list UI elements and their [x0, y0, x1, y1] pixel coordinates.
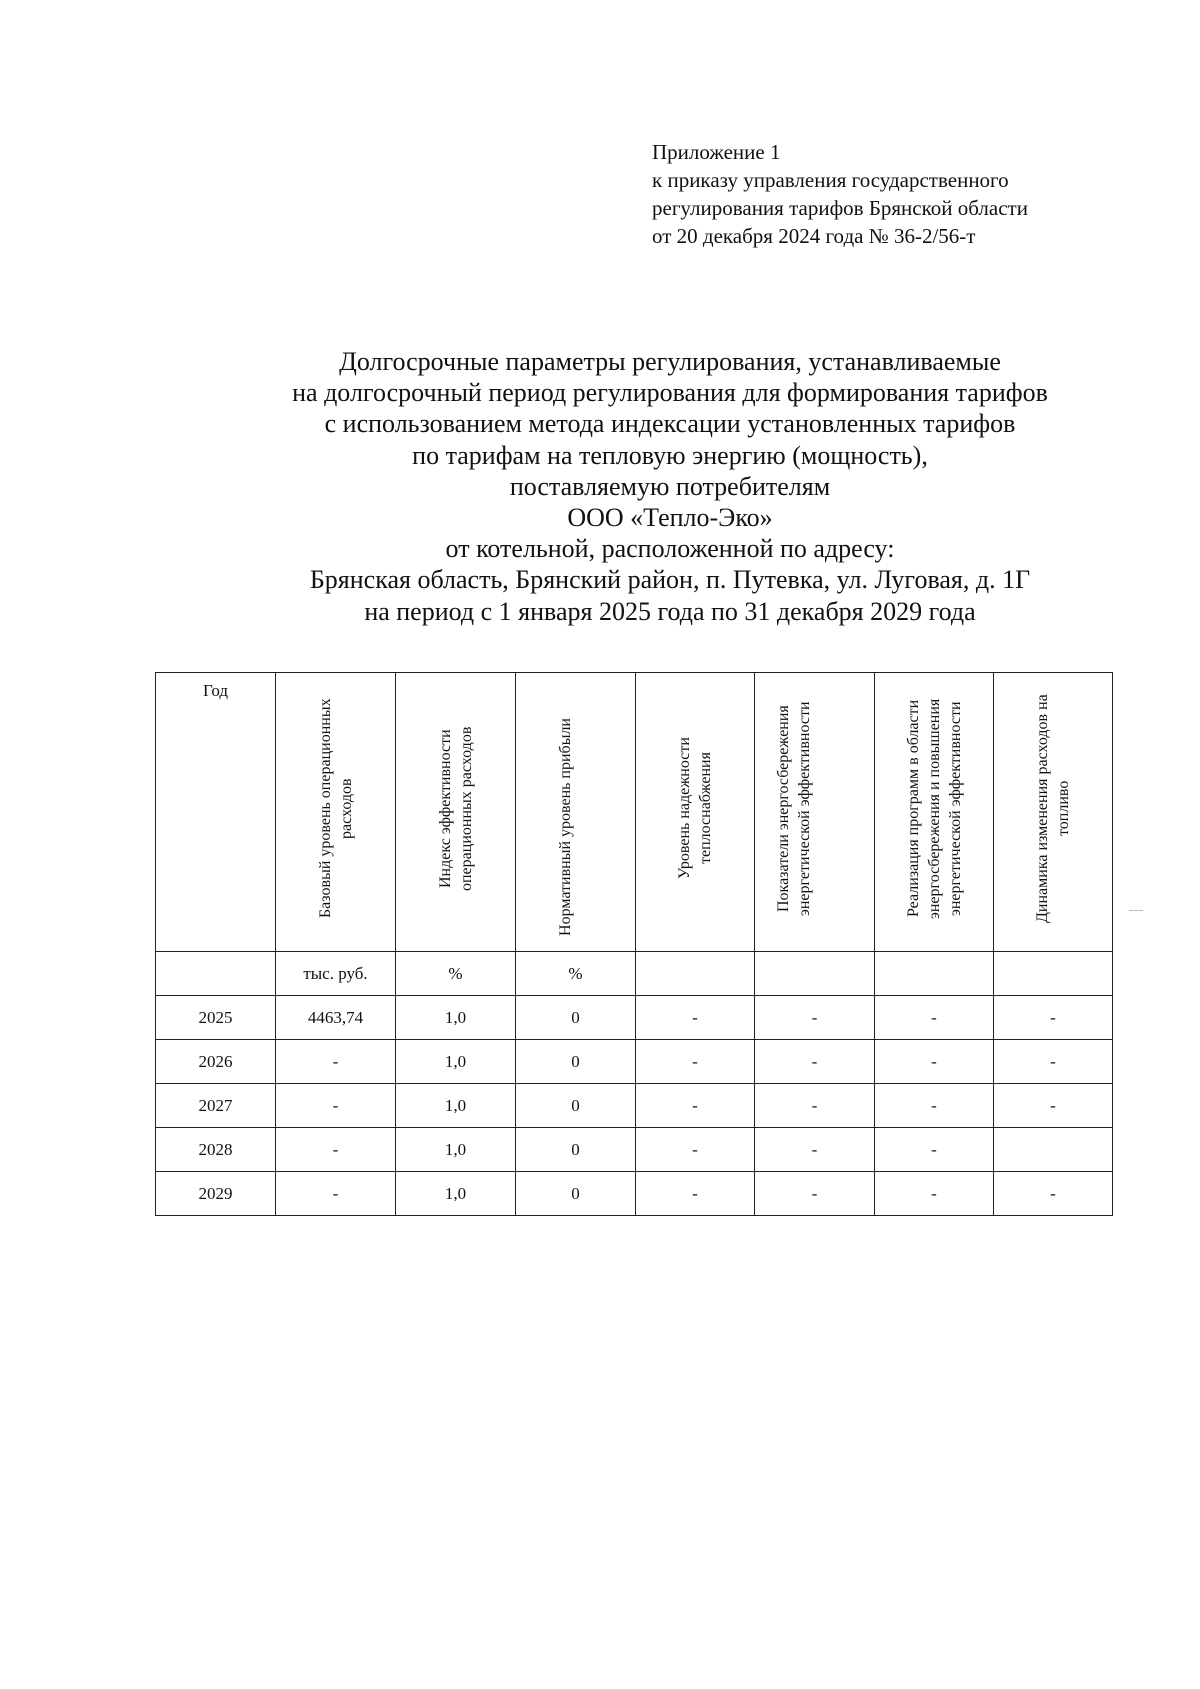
cell-fuel-dynamics: - [994, 1084, 1113, 1128]
unit-cell [156, 952, 276, 996]
cell-programs: - [875, 1128, 994, 1172]
table-row [156, 1040, 1113, 1084]
cell-base-opex: 4463,74 [276, 996, 396, 1040]
cell-efficiency-index: 1,0 [396, 1040, 516, 1084]
title-line: Брянская область, Брянский район, п. Путевка, ул. Луговая, д. 1Г [309, 565, 1031, 595]
cell-programs: - [875, 996, 994, 1040]
cell-year: 2027 [156, 1084, 276, 1128]
cell-fuel-dynamics: - [994, 1040, 1113, 1084]
appendix-line: от 20 декабря 2024 года № 36-2/56-т [652, 224, 976, 248]
header-programs [875, 673, 994, 952]
cell-efficiency-index: 1,0 [396, 1128, 516, 1172]
cell-base-opex: - [276, 1128, 396, 1172]
title-line: по тарифам на тепловую энергию (мощность), [412, 440, 928, 470]
cell-base-opex: - [276, 1172, 396, 1216]
units-row [156, 952, 1113, 996]
table-row [156, 1128, 1113, 1172]
header-label: Нормативный уровень прибыли [556, 718, 574, 936]
table-row [156, 996, 1113, 1040]
cell-base-opex: - [276, 1040, 396, 1084]
header-base-opex [276, 673, 396, 952]
title-line: на период с 1 января 2025 года по 31 декабря 2029 года [364, 596, 976, 626]
header-year: Год [156, 673, 276, 952]
cell-year: 2029 [156, 1172, 276, 1216]
cell-reliability: - [636, 996, 755, 1040]
cell-base-opex: - [276, 1084, 396, 1128]
header-label: Уровень надежности теплоснабжения [676, 737, 714, 880]
table-row [156, 1084, 1113, 1128]
unit-cell: % [516, 952, 636, 996]
unit-cell [994, 952, 1113, 996]
cell-year: 2028 [156, 1128, 276, 1172]
title-line: от котельной, расположенной по адресу: [445, 534, 895, 564]
cell-fuel-dynamics: - [994, 996, 1113, 1040]
scan-artifact-mark [1129, 910, 1143, 911]
appendix-line: Приложение 1 [652, 140, 781, 164]
header-label: Динамика изменения расходов на топливо [1034, 694, 1072, 923]
cell-reliability: - [636, 1128, 755, 1172]
cell-efficiency-index: 1,0 [396, 1084, 516, 1128]
header-row [156, 673, 1113, 952]
cell-energy-saving: - [755, 1172, 875, 1216]
appendix-line: регулирования тарифов Брянской области [652, 196, 1028, 220]
header-label: Реализация программ в области энергосбережения и повышения энергетической эффективности [904, 698, 964, 919]
cell-profit-level: 0 [516, 1040, 636, 1084]
cell-reliability: - [636, 1040, 755, 1084]
parameters-table [155, 672, 1113, 1216]
cell-fuel-dynamics [994, 1128, 1113, 1172]
header-reliability [636, 673, 755, 952]
table-row [156, 1172, 1113, 1216]
cell-fuel-dynamics: - [994, 1172, 1113, 1216]
unit-cell: тыс. руб. [276, 952, 396, 996]
cell-year: 2025 [156, 996, 276, 1040]
cell-reliability: - [636, 1172, 755, 1216]
header-profit-level [516, 673, 636, 952]
title-line: поставляемую потребителям [509, 471, 831, 501]
cell-efficiency-index: 1,0 [396, 996, 516, 1040]
cell-programs: - [875, 1172, 994, 1216]
header-label: Показатели энергосбережения энергетической эффективности [774, 701, 813, 916]
cell-year: 2026 [156, 1040, 276, 1084]
unit-cell [755, 952, 875, 996]
appendix-block [652, 138, 1028, 250]
cell-profit-level: 0 [516, 1128, 636, 1172]
cell-energy-saving: - [755, 1128, 875, 1172]
header-label: Базовый уровень операционных расходов [316, 698, 355, 919]
cell-efficiency-index: 1,0 [396, 1172, 516, 1216]
cell-profit-level: 0 [516, 1084, 636, 1128]
title-line: ООО «Тепло-Эко» [567, 503, 773, 533]
title-line: на долгосрочный период регулирования для формирования тарифов [292, 378, 1048, 408]
cell-energy-saving: - [755, 996, 875, 1040]
cell-energy-saving: - [755, 1084, 875, 1128]
document-title [230, 346, 1110, 627]
cell-programs: - [875, 1040, 994, 1084]
cell-programs: - [875, 1084, 994, 1128]
header-label: Индекс эффективности операционных расходов [436, 726, 475, 891]
cell-reliability: - [636, 1084, 755, 1128]
header-efficiency-index [396, 673, 516, 952]
title-line: с использованием метода индексации установленных тарифов [324, 409, 1016, 439]
cell-profit-level: 0 [516, 1172, 636, 1216]
unit-cell [636, 952, 755, 996]
header-fuel-dynamics [994, 673, 1113, 952]
header-energy-saving [755, 673, 875, 952]
cell-profit-level: 0 [516, 996, 636, 1040]
unit-cell [875, 952, 994, 996]
unit-cell: % [396, 952, 516, 996]
title-line: Долгосрочные параметры регулирования, устанавливаемые [339, 347, 1001, 376]
cell-energy-saving: - [755, 1040, 875, 1084]
appendix-line: к приказу управления государственного [652, 168, 1009, 192]
